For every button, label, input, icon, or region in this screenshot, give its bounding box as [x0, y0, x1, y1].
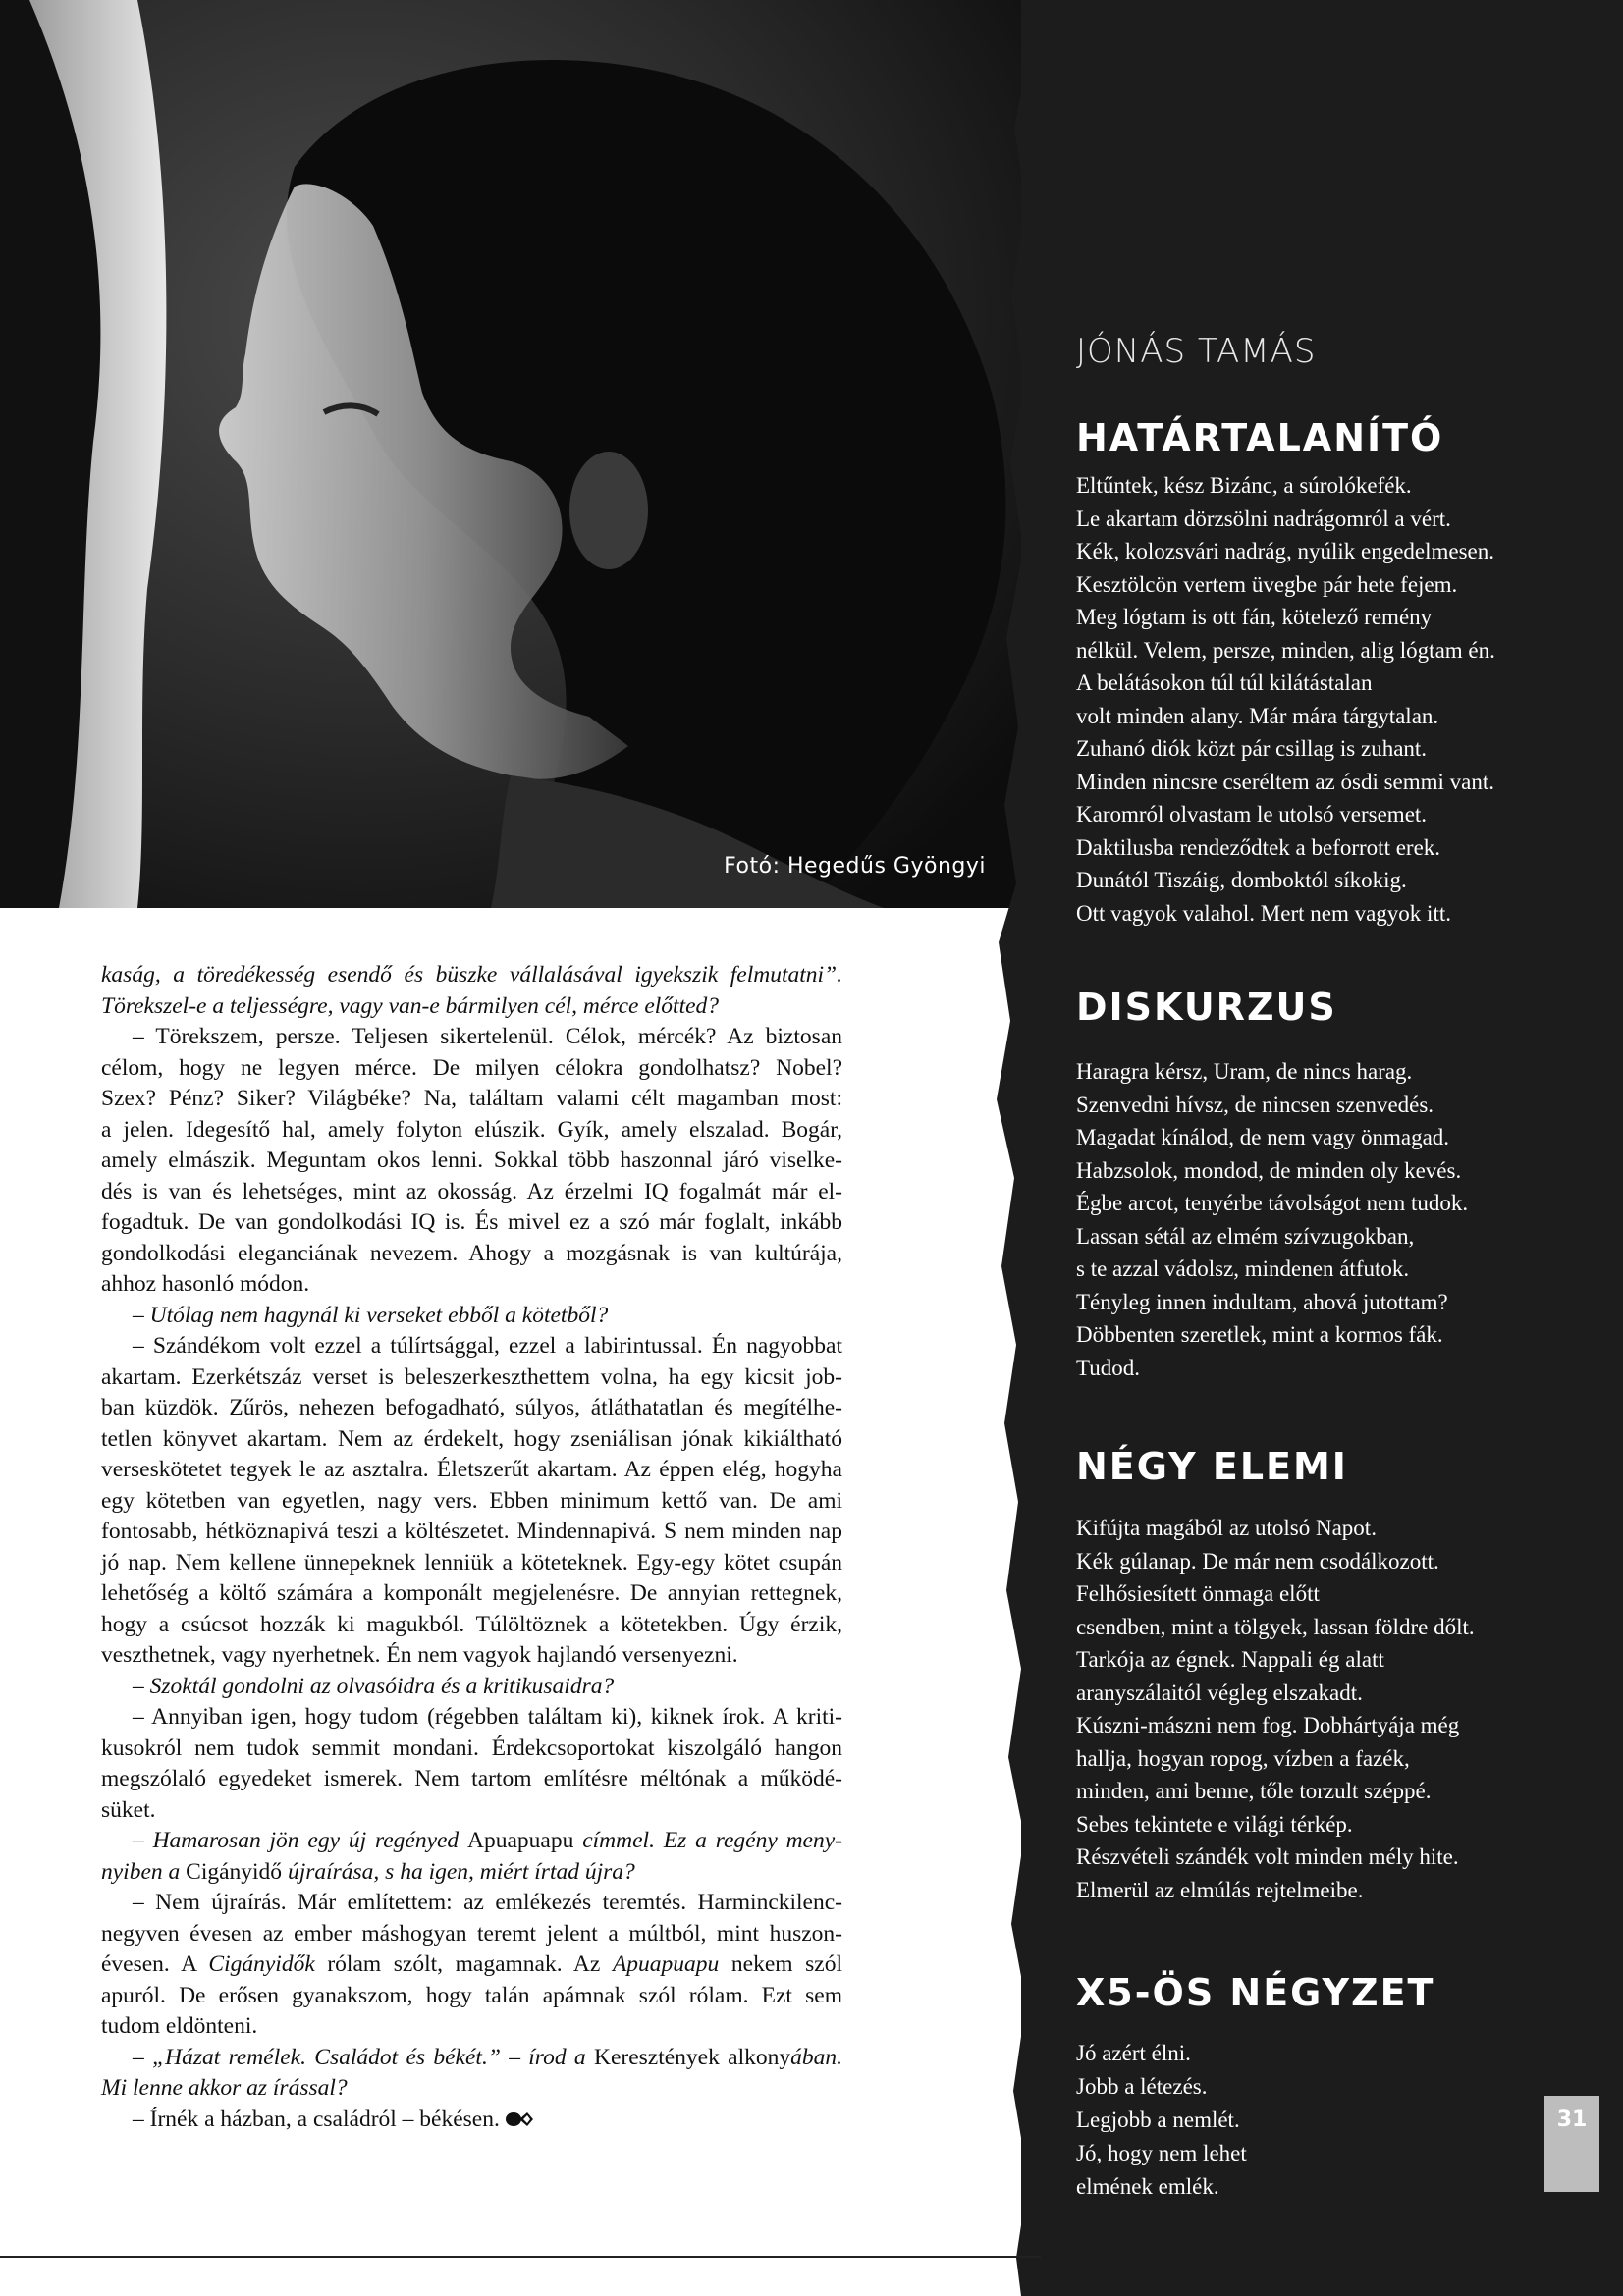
poem-line: Szenvedni hívsz, de nincsen szenvedés.: [1076, 1092, 1434, 1117]
text-line: [101, 1207, 842, 1239]
poem-line: Eltűntek, kész Bizánc, a súrolókefék.: [1076, 473, 1412, 498]
text-line: [101, 1826, 842, 1857]
text-line: [101, 1269, 842, 1301]
text-line: [101, 2073, 842, 2105]
poem-line: Legjobb a nemlét.: [1076, 2108, 1240, 2132]
text-line: [101, 1331, 842, 1362]
poem-line: Kék, kolozsvári nadrág, nyúlik engedelmesen.: [1076, 539, 1495, 563]
text-span: fontosabb, hétköznapivá teszi a költészetet. Mindennapivá. S nem minden nap: [101, 1519, 842, 1544]
poem-line: Jobb a létezés.: [1076, 2074, 1208, 2099]
text-line: [101, 1362, 842, 1394]
text-span: süket.: [101, 1796, 156, 1823]
poem-line: Karomról olvastam le utolsó versemet.: [1076, 802, 1428, 827]
poem-body: [1076, 1512, 1587, 1906]
text-line: [101, 1146, 842, 1177]
poem-line: Döbbenten szeretlek, mint a kormos fák.: [1076, 1322, 1443, 1347]
text-span: Törekszel-e a teljességre, vagy van-e bármilyen cél, mérce előtted?: [101, 992, 720, 1019]
text-span: Mi lenne akkor az írással?: [101, 2075, 348, 2101]
poem-line: Elmerül az elmúlás rejtelmeibe.: [1076, 1877, 1364, 1902]
text-span: lehetőség a költő számára a komponált megjelenésre. De annyian rettegnek,: [101, 1580, 842, 1606]
text-span: ahhoz hasonló módon.: [101, 1271, 310, 1297]
poem-title: DISKURZUS: [1076, 986, 1337, 1029]
author-photo: [0, 0, 1031, 908]
poem-line: minden, ami benne, tőle torzult széppé.: [1076, 1779, 1432, 1803]
text-span: negyven évesen az ember máshogyan teremt jelent a múltból, mint huszon-: [101, 1920, 842, 1947]
text-line: [101, 1239, 842, 1270]
text-line: [101, 1548, 842, 1579]
page-number: 31: [1556, 2108, 1588, 2132]
poem-line: Égbe arcot, tenyérbe távolságot nem tudok.: [1076, 1191, 1469, 1215]
text-span: – Nem újraírás. Már említettem: az emlékezés teremtés. Harminckilenc-: [133, 1890, 842, 1915]
author-name: JÓNÁS TAMÁS: [1076, 332, 1317, 371]
text-span: Cigányidő: [186, 1858, 283, 1885]
poem-line: s te azzal vádolsz, mindenen átfutok.: [1076, 1256, 1410, 1281]
poem-body: [1076, 469, 1587, 930]
poem-line: Le akartam dörzsölni nadrágomról a vért.: [1076, 506, 1451, 531]
poem-line: Habzsolok, mondod, de minden oly kevés.: [1076, 1157, 1462, 1183]
text-span: ában.: [790, 2044, 842, 2070]
text-span: Cigányidők: [208, 1951, 315, 1977]
text-span: – Hamarosan jön egy új regényed: [133, 1828, 468, 1853]
poem-line: Haragra kérsz, Uram, de nincs harag.: [1076, 1059, 1413, 1084]
text-span: – Annyiban igen, hogy tudom (régebben találtam ki), kiknek írok. A kriti-: [133, 1704, 842, 1730]
text-span: verseskötetet tegyek le az asztalra. Életszerűt akartam. Az éppen elég, hogyha: [101, 1457, 842, 1482]
text-line: [101, 1455, 842, 1486]
text-line: [101, 1115, 842, 1147]
poem-line: Kék gúlanap. De már nem csodálkozott.: [1076, 1548, 1439, 1574]
text-span: évesen. A: [101, 1951, 209, 1977]
text-line: [101, 1424, 842, 1456]
poem-line: csendben, mint a tölgyek, lassan földre dőlt.: [1076, 1614, 1475, 1639]
poem-line: Jó, hogy nem lehet: [1076, 2141, 1247, 2165]
text-line: [101, 1888, 842, 1919]
poem-line: nélkül. Velem, persze, minden, alig lógtam én.: [1076, 637, 1495, 663]
text-line: [101, 1981, 842, 2012]
text-line: [101, 1610, 842, 1641]
photo-credit: Fotó: Hegedűs Gyöngyi: [724, 854, 986, 879]
text-span: Apuapuapu: [467, 1828, 574, 1853]
text-span: Szex? Pénz? Siker? Világbéke? Na, találtam valami célt magamban most:: [101, 1086, 842, 1111]
text-span: hogy a csúcsot hozzák ki magukból. Túlöltöznek a kötetekben. Úgy érzik,: [101, 1611, 842, 1637]
poem-line: Kifújta magából az utolsó Napot.: [1076, 1516, 1377, 1540]
poem-line: Kesztölcön vertem üvegbe pár hete fejem.: [1076, 571, 1458, 597]
text-line: [101, 2105, 842, 2136]
poem-title: X5-ÖS NÉGYZET: [1076, 1971, 1435, 2014]
text-line: [101, 1393, 842, 1424]
interview-text: [101, 960, 842, 2135]
text-line: [101, 1672, 842, 1703]
text-line: [101, 1764, 842, 1795]
text-span: tudom eldönteni.: [101, 2013, 258, 2039]
text-line: [101, 1702, 842, 1734]
text-span: megszólaló egyedeket ismerek. Nem tartom említésre méltónak a működé-: [101, 1766, 842, 1791]
text-line: [101, 1919, 842, 1950]
poem-line: A belátásokon túl túl kilátástalan: [1076, 670, 1373, 695]
text-line: [101, 1578, 842, 1610]
text-span: – Szoktál gondolni az olvasóidra és a kritikusaidra?: [133, 1673, 615, 1699]
poem-line: Magadat kínálod, de nem vagy önmagad.: [1076, 1125, 1450, 1149]
poem-line: Meg lógtam is ott fán, kötelező remény: [1076, 605, 1433, 629]
poem-line: Tudod.: [1076, 1355, 1140, 1380]
bottom-rule: [0, 2256, 1041, 2258]
torn-paper-edge: [967, 0, 1055, 2296]
poem-line: Kúszni-mászni nem fog. Dobhártyája még: [1076, 1713, 1460, 1737]
text-span: címmel. Ez a regény meny-: [573, 1828, 842, 1853]
text-span: rólam szólt, magamnak. Az: [314, 1951, 613, 1977]
text-line: [101, 1053, 842, 1085]
poem-line: Tényleg innen indultam, ahová jutottam?: [1076, 1289, 1448, 1314]
text-line: [101, 1301, 842, 1332]
text-span: dés is van és lehetséges, mint az okosság. Az érzelmi IQ fogalmát már el-: [101, 1178, 842, 1204]
text-line: [101, 1949, 842, 1981]
text-line: [101, 1517, 842, 1548]
text-span: apuról. De erősen gyanakszom, hogy talán apámnak szól rólam. Ezt sem: [101, 1982, 842, 2008]
poem-line: hallja, hogyan ropog, vízben a fazék,: [1076, 1745, 1410, 1771]
text-span: akartam. Ezerkétszáz verset is beleszerkeszthettem volna, ha egy kicsit job-: [101, 1363, 842, 1390]
text-span: tetlen könyvet akartam. Nem az érdekelt, hogy zseniálisan jónak kikiáltható: [101, 1425, 842, 1452]
poem-line: Részvételi szándék volt minden mély hite.: [1076, 1844, 1459, 1869]
poem-line: volt minden alany. Már mára tárgytalan.: [1076, 703, 1439, 728]
text-line: [101, 1022, 842, 1053]
text-line: [101, 1857, 842, 1889]
text-span: jó nap. Nem kellene ünnepeknek lenniük a köteteknek. Egy-egy kötet csupán: [101, 1549, 842, 1575]
text-span: veszthetnek, vagy nyerhetnek. Én nem vagyok hajlandó versenyezni.: [101, 1642, 738, 1668]
poem-line: Lassan sétál az elmém szívzugokban,: [1076, 1223, 1415, 1249]
text-span: nyiben a: [101, 1858, 187, 1885]
text-span: célom, hogy ne legyen mérce. De milyen célokra gondolhatsz? Nobel?: [101, 1054, 842, 1081]
end-mark-icon: [506, 2110, 533, 2128]
text-line: [101, 1640, 842, 1672]
text-line: [101, 1734, 842, 1765]
portrait-image: [0, 0, 1031, 908]
poem-body: [1076, 2037, 1587, 2204]
poem-line: Daktilusba rendeződtek a beforrott erek.: [1076, 834, 1441, 860]
poem-line: Sebes tekintete e világi térkép.: [1076, 1811, 1353, 1837]
text-span: kaság, a töredékesség esendő és büszke vállalásával igyekszik felmutatni”.: [101, 962, 842, 988]
poem-line: Jó azért élni.: [1076, 2041, 1191, 2065]
text-line: [101, 991, 842, 1023]
poem-line: elmének emlék.: [1076, 2174, 1219, 2199]
poem-line: Ott vagyok valahol. Mert nem vagyok itt.: [1076, 900, 1451, 926]
poem-line: Felhősiesített önmaga előtt: [1076, 1581, 1320, 1606]
text-line: [101, 2011, 842, 2043]
text-span: ban küzdök. Zűrös, nehezen befogadható, súlyos, átláthatatlan és megítélhe-: [101, 1395, 842, 1420]
text-span: gondolkodási eleganciának nevezem. Ahogy a mozgásnak is van kultúrája,: [101, 1240, 842, 1266]
text-span: fogadtuk. De van gondolkodási IQ is. És mivel ez a szó már foglalt, inkább: [101, 1209, 842, 1235]
poem-title: HATÁRTALANÍTÓ: [1076, 416, 1444, 459]
page-number-box: [1544, 2096, 1599, 2192]
poem-line: Zuhanó diók közt pár csillag is zuhant.: [1076, 736, 1428, 761]
text-span: újraírása, s ha igen, miért írtad újra?: [282, 1858, 635, 1885]
text-span: a jelen. Idegesítő hal, amely folyton elúszik. Gyík, amely elszalad. Bogár,: [101, 1116, 842, 1143]
text-line: [101, 2043, 842, 2074]
poem-line: Dunától Tiszáig, domboktól síkokig.: [1076, 868, 1407, 892]
text-span: – Törekszem, persze. Teljesen sikertelenül. Célok, mércék? Az biztosan: [133, 1024, 842, 1049]
text-span: egy kötetben van egyetlen, nagy vers. Ebben minimum kettő van. De ami: [101, 1487, 842, 1514]
poem-line: aranyszálaitól végleg elszakadt.: [1076, 1680, 1363, 1705]
text-span: – Szándékom volt ezzel a túlírtsággal, ezzel a labirintussal. Én nagyobbat: [133, 1333, 842, 1359]
text-line: [101, 1084, 842, 1115]
text-span: kusokról nem tudok semmit mondani. Érdekcsoportokat kiszolgáló hangon: [101, 1735, 842, 1761]
text-span: – „Házat remélek. Családot és békét.” – írod a: [133, 2044, 594, 2070]
text-line: [101, 960, 842, 991]
text-line: [101, 1486, 842, 1518]
poem-title: NÉGY ELEMI: [1076, 1445, 1348, 1488]
poem-body: [1076, 1055, 1587, 1384]
text-line: [101, 1177, 842, 1208]
text-span: Apuapuapu: [612, 1951, 720, 1977]
poem-line: Minden nincsre cseréltem az ósdi semmi vant.: [1076, 769, 1495, 794]
text-span: Keresztények alkony: [593, 2044, 791, 2070]
text-span: – Utólag nem hagynál ki verseket ebből a kötetből?: [133, 1302, 609, 1328]
text-span: – Írnék a házban, a családról – békésen.: [133, 2106, 500, 2132]
text-span: amely elmászik. Meguntam okos lenni. Sokkal több haszonnal járó viselke-: [101, 1148, 842, 1173]
text-line: [101, 1795, 842, 1827]
text-span: nekem szól: [719, 1951, 842, 1977]
poem-line: Tarkója az égnek. Nappali ég alatt: [1076, 1647, 1384, 1672]
